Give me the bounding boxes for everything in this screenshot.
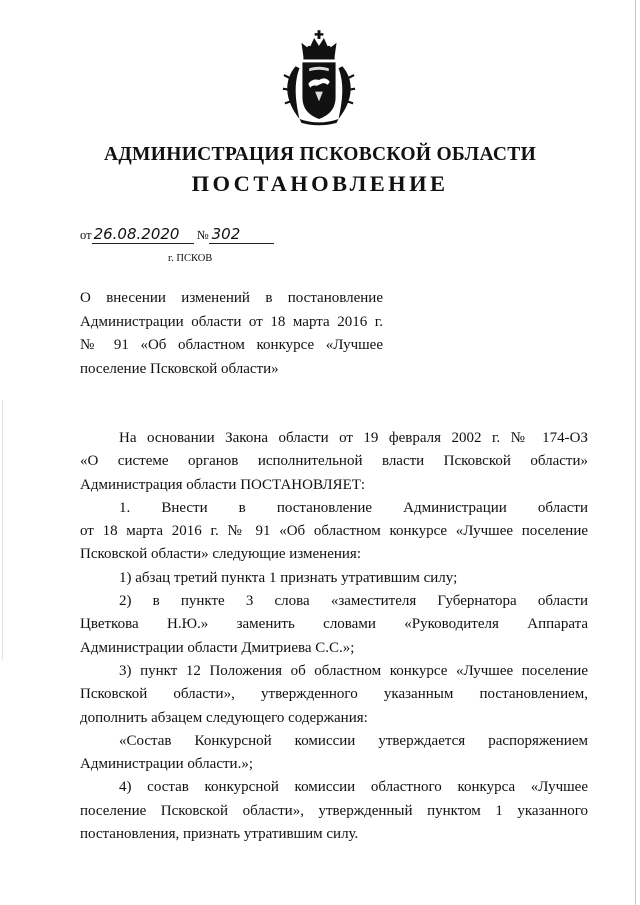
body-line: 1. Внести в постановление Администрации области <box>119 499 588 516</box>
subject-line: № 91 «Об областном конкурсе «Лучшее <box>80 337 383 353</box>
document-subject <box>80 287 383 381</box>
subject-line: О внесении изменений в постановление <box>80 290 383 306</box>
body-line: поселение Псковской области», утвержденный пунктом 1 указанного <box>80 802 588 819</box>
date-number-line <box>80 226 274 244</box>
subject-line: Администрации области от 18 марта 2016 г. <box>80 313 383 330</box>
subject-line: поселение Псковской области» <box>80 360 279 377</box>
body-line: 2) в пункте 3 слова «заместителя Губернатора области <box>119 593 588 610</box>
body-line: 3) пункт 12 Положения об областном конкурсе «Лучшее поселение <box>119 662 588 679</box>
document-body <box>80 427 588 846</box>
body-line: дополнить абзацем следующего содержания: <box>80 709 368 726</box>
number-prefix: № <box>196 228 209 242</box>
coat-of-arms-emblem <box>280 28 358 128</box>
body-line: 4) состав конкурсной комиссии областного конкурса «Лучшее <box>119 779 588 796</box>
organization-title: АДМИНИСТРАЦИЯ ПСКОВСКОЙ ОБЛАСТИ <box>103 144 537 165</box>
body-line: Псковской области» следующие изменения: <box>80 546 361 563</box>
handwritten-number: 302 <box>209 226 274 244</box>
body-line: «О системе органов исполнительной власти Псковской области» <box>80 453 588 470</box>
body-line: Администрации области.»; <box>80 756 253 773</box>
body-line: постановления, признать утратившим силу. <box>80 826 359 843</box>
body-line: Цветкова Н.Ю.» заменить словами «Руководителя Аппарата <box>80 616 588 633</box>
handwritten-date: 26.08.2020 <box>92 226 194 244</box>
body-line: «Состав Конкурсной комиссии утверждается распоряжением <box>119 732 588 749</box>
body-line: 1) абзац третий пункта 1 признать утратившим силу; <box>119 569 458 586</box>
body-line: Псковской области», утвержденного указанным постановлением, <box>80 686 588 703</box>
body-line: На основании Закона области от 19 февраля 2002 г. № 174-ОЗ <box>119 430 588 446</box>
city-label: г. ПСКОВ <box>168 253 213 264</box>
body-line: Администрации области Дмитриева С.С.»; <box>80 639 355 656</box>
body-line: Администрация области ПОСТАНОВЛЯЕТ: <box>80 476 366 493</box>
document-type-title: ПОСТАНОВЛЕНИЕ <box>191 171 449 196</box>
scan-edge-right <box>635 0 636 905</box>
body-line: от 18 марта 2016 г. № 91 «Об областном конкурсе «Лучшее поселение <box>80 523 588 540</box>
scan-edge-left <box>2 400 3 660</box>
date-prefix: от <box>80 228 92 242</box>
